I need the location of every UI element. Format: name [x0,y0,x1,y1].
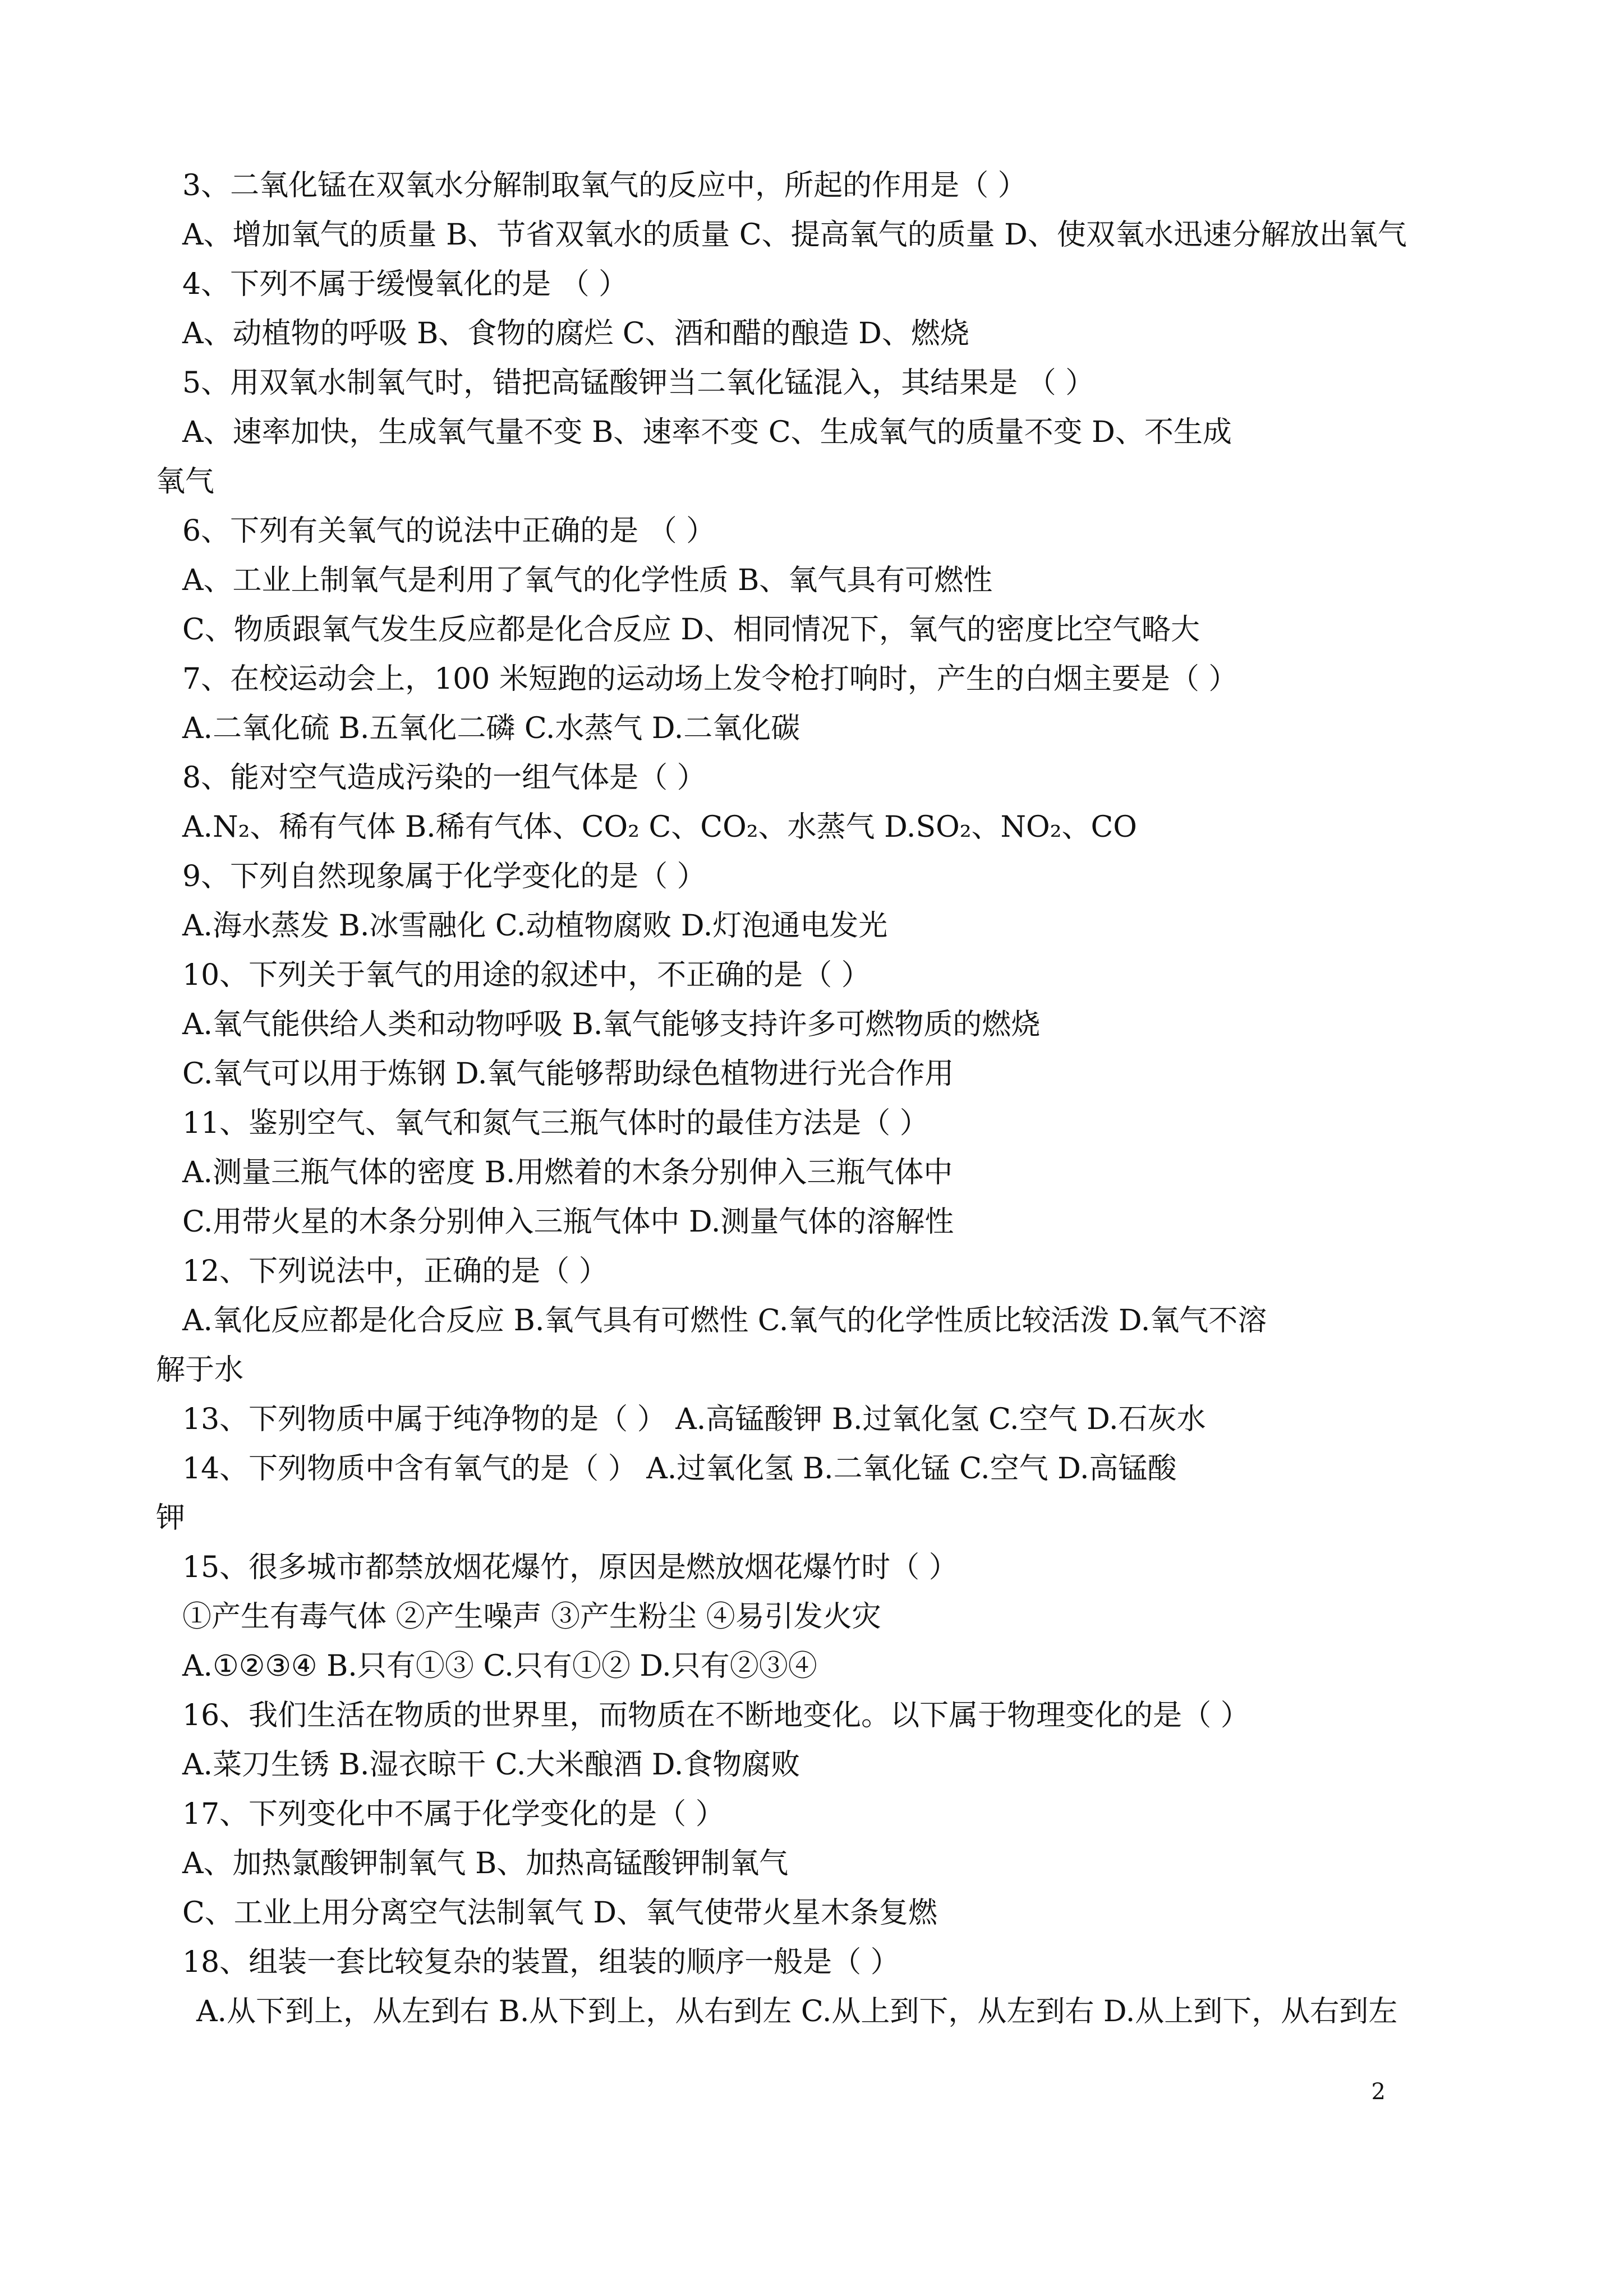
question-13: 13、下列物质中属于纯净物的是（ ） A.高锰酸钾 B.过氧化氢 C.空气 D.石灰水 [182,1403,1206,1436]
question-18-stem: 18、组装一套比较复杂的装置，组装的顺序一般是（ ） [182,1945,900,1979]
question-6-stem: 6、下列有关氧气的说法中正确的是 （ ） [182,514,716,548]
question-8-stem: 8、能对空气造成污染的一组气体是（ ） [182,761,706,795]
question-17-options-ab: A、加热氯酸钾制氧气 B、加热高锰酸钾制氧气 [182,1847,789,1880]
question-16-options: A.菜刀生锈 B.湿衣晾干 C.大米酿酒 D.食物腐败 [182,1748,801,1782]
question-15-stem: 15、很多城市都禁放烟花爆竹，原因是燃放烟花爆竹时（ ） [182,1551,958,1584]
question-5-options-continued: 氧气 [156,465,215,499]
question-5-stem: 5、用双氧水制氧气时，错把高锰酸钾当二氧化锰混入，其结果是 （ ） [182,366,1095,400]
question-9-options: A.海水蒸发 B.冰雪融化 C.动植物腐败 D.灯泡通电发光 [182,909,888,943]
question-18-options: A.从下到上，从左到右 B.从下到上，从右到左 C.从上到下，从左到右 D.从上到下，从右到左 [196,1995,1398,2028]
question-12-options-continued: 解于水 [156,1353,244,1387]
question-7-options: A.二氧化硫 B.五氧化二磷 C.水蒸气 D.二氧化碳 [182,712,801,745]
question-10-stem: 10、下列关于氧气的用途的叙述中，不正确的是（ ） [182,958,871,992]
question-12-options: A.氧化反应都是化合反应 B.氧气具有可燃性 C.氧气的化学性质比较活泼 D.氧气不溶 [182,1304,1267,1338]
question-11-options-cd: C.用带火星的木条分别伸入三瓶气体中 D.测量气体的溶解性 [182,1205,954,1239]
question-7-stem: 7、在校运动会上，100 米短跑的运动场上发令枪打响时，产生的白烟主要是（ ） [182,662,1238,696]
question-4-stem: 4、下列不属于缓慢氧化的是 （ ） [182,268,628,301]
question-15-statements: ①产生有毒气体 ②产生噪声 ③产生粉尘 ④易引发火灾 [182,1600,881,1634]
question-14: 14、下列物质中含有氧气的是（ ） A.过氧化氢 B.二氧化锰 C.空气 D.高锰酸 [182,1452,1177,1486]
question-3-stem: 3、二氧化锰在双氧水分解制取氧气的反应中，所起的作用是（ ） [182,169,1027,202]
question-3-options: A、增加氧气的质量 B、节省双氧水的质量 C、提高氧气的质量 D、使双氧水迅速分解放出氧气 [182,218,1407,252]
question-6-options-ab: A、工业上制氧气是利用了氧气的化学性质 B、氧气具有可燃性 [182,564,993,597]
question-5-options: A、速率加快，生成氧气量不变 B、速率不变 C、生成氧气的质量不变 D、不生成 [182,416,1232,449]
question-16-stem: 16、我们生活在物质的世界里，而物质在不断地变化。以下属于物理变化的是（ ） [182,1699,1250,1732]
question-12-stem: 12、下列说法中，正确的是（ ） [182,1255,608,1288]
question-9-stem: 9、下列自然现象属于化学变化的是（ ） [182,860,706,893]
question-10-options-cd: C.氧气可以用于炼钢 D.氧气能够帮助绿色植物进行光合作用 [182,1057,954,1091]
question-15-options: A.①②③④ B.只有①③ C.只有①② D.只有②③④ [182,1649,817,1683]
question-11-stem: 11、鉴别空气、氧气和氮气三瓶气体时的最佳方法是（ ） [182,1106,929,1140]
question-4-options: A、动植物的呼吸 B、食物的腐烂 C、酒和醋的酿造 D、燃烧 [182,317,969,351]
question-10-options-ab: A.氧气能供给人类和动物呼吸 B.氧气能够支持许多可燃物质的燃烧 [182,1008,1041,1041]
page-number: 2 [1371,2079,1386,2105]
question-8-options: A.N₂、稀有气体 B.稀有气体、CO₂ C、CO₂、水蒸气 D.SO₂、NO₂、CO [182,810,1137,844]
question-17-options-cd: C、工业上用分离空气法制氧气 D、氧气使带火星木条复燃 [182,1896,938,1930]
question-14-continued: 钾 [156,1501,186,1535]
question-11-options-ab: A.测量三瓶气体的密度 B.用燃着的木条分别伸入三瓶气体中 [182,1156,953,1190]
question-17-stem: 17、下列变化中不属于化学变化的是（ ） [182,1797,725,1831]
question-6-options-cd: C、物质跟氧气发生反应都是化合反应 D、相同情况下，氧气的密度比空气略大 [182,613,1200,647]
